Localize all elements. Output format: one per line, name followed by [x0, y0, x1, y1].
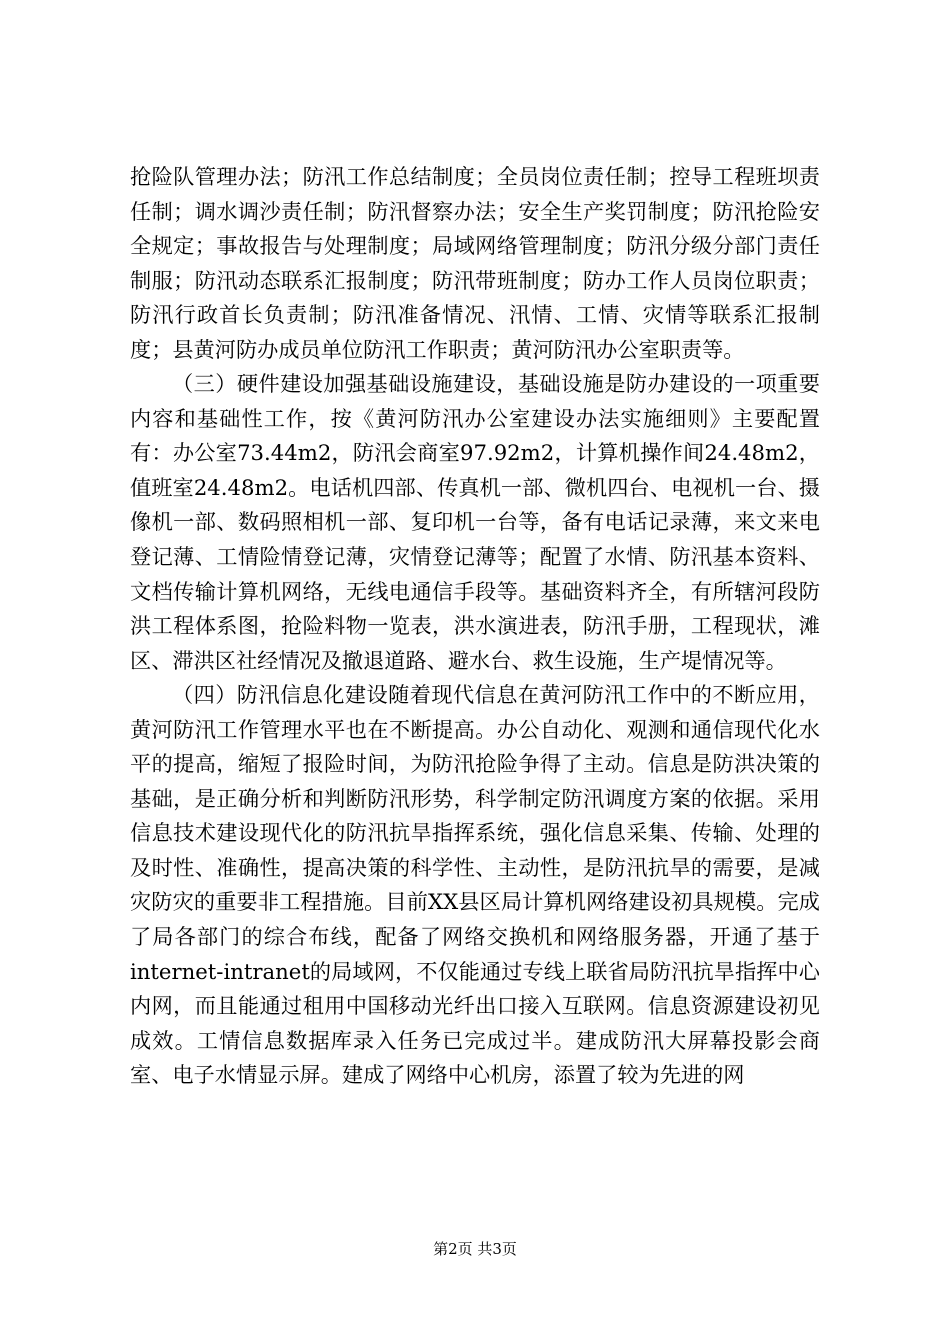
paragraph-hardware-construction: （三）硬件建设加强基础设施建设，基础设施是防办建设的一项重要内容和基础性工作，按《黄河防汛办公室建设办法实施细则》主要配置有：办公室73.44m2，防汛会商室97.92m2，计算机操作间24.48m2，值班室24.48m2。电话机四部、传真机一部、微机四台、电视机一台、摄像机一部、数码照相机一部、复印机一台等，备有电话记录薄，来文来电登记薄、工情险情登记薄，灾情登记薄等；配置了水情、防汛基本资料、文档传输计算机网络，无线电通信手段等。基础资料齐全，有所辖河段防洪工程体系图，抢险料物一览表，洪水演进表，防汛手册，工程现状，滩区、滞洪区社经情况及撤退道路、避水台、救生设施，生产堤情况等。 [130, 371, 820, 673]
document-body [130, 160, 820, 1093]
paragraph-informatization: （四）防汛信息化建设随着现代信息在黄河防汛工作中的不断应用，黄河防汛工作管理水平也在不断提高。办公自动化、观测和通信现代化水平的提高，缩短了报险时间，为防汛抢险争得了主动。信息是防洪决策的基础，是正确分析和判断防汛形势，科学制定防汛调度方案的依据。采用信息技术建设现代化的防汛抗旱指挥系统，强化信息采集、传输、处理的及时性、准确性，提高决策的科学性、主动性，是防汛抗旱的需要，是减灾防灾的重要非工程措施。目前XX县区局计算机网络建设初具规模。完成了局各部门的综合布线，配备了网络交换机和网络服务器，开通了基于internet-intranet的局域网，不仅能通过专线上联省局防汛抗旱指挥中心内网，而且能通过租用中国移动光纤出口接入互联网。信息资源建设初见成效。工情信息数据库录入任务已完成过半。建成防汛大屏幕投影会商室、电子水情显示屏。建成了网络中心机房，添置了较为先进的网 [130, 682, 820, 1088]
paragraph-regulations: 抢险队管理办法；防汛工作总结制度；全员岗位责任制；控导工程班坝责任制；调水调沙责任制；防汛督察办法；安全生产奖罚制度；防汛抢险安全规定；事故报告与处理制度；局域网络管理制度；防汛分级分部门责任制服；防汛动态联系汇报制度；防汛带班制度；防办工作人员岗位职责；防汛行政首长负责制；防汛准备情况、汛情、工情、灾情等联系汇报制度；县黄河防办成员单位防汛工作职责；黄河防汛办公室职责等。 [130, 164, 820, 362]
page-footer: 第2页 共3页 [433, 1240, 517, 1258]
